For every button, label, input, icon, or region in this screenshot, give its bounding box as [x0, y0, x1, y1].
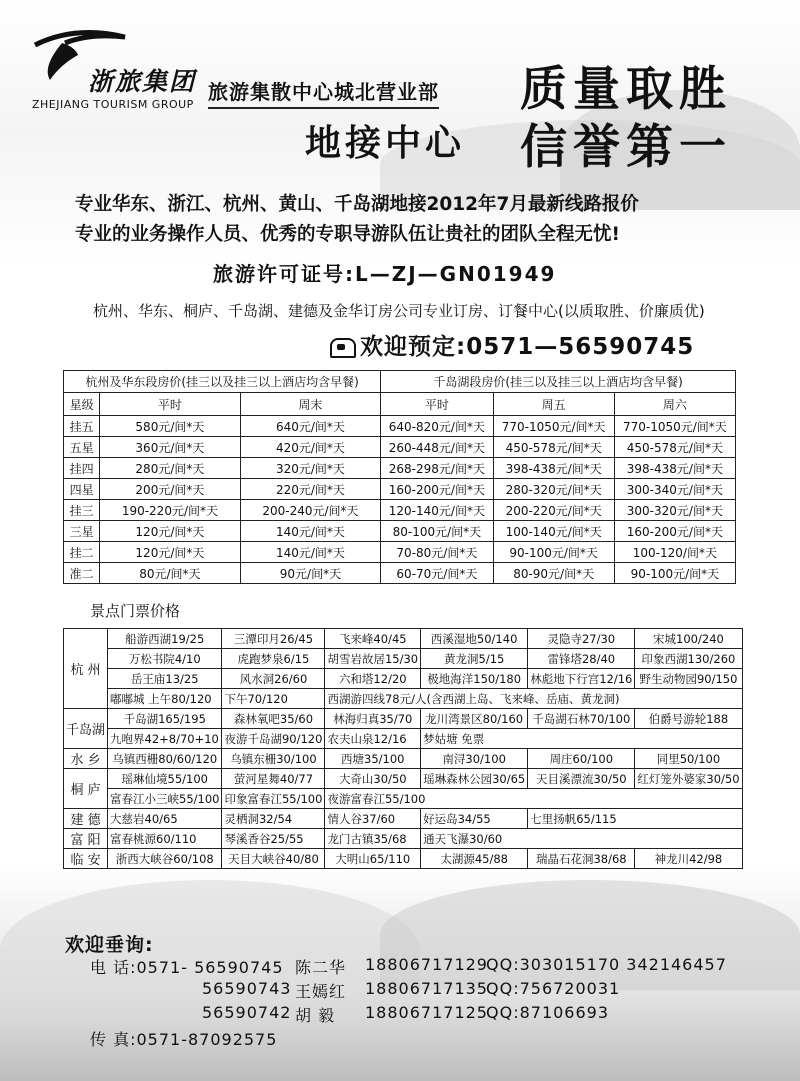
- region-cell: 杭 州: [64, 629, 108, 709]
- fax-label: 传 真:: [90, 1030, 137, 1049]
- price-cell: 140元/间*天: [240, 542, 381, 563]
- price-cell: 450-578元/间*天: [493, 437, 614, 458]
- ticket-cell: 千岛湖石林70/100: [528, 709, 635, 729]
- contact-phone: 0571- 56590745: [136, 958, 284, 977]
- ticket-cell: 野生动物园90/150: [635, 669, 742, 689]
- ticket-cell: 太湖源45/88: [421, 849, 528, 869]
- ticket-cell: 神龙川42/98: [635, 849, 742, 869]
- ticket-cell: 西塘35/100: [325, 749, 421, 769]
- ticket-cell: 大明山65/110: [325, 849, 421, 869]
- contact-qq: QQ:303015170 342146457: [486, 955, 727, 974]
- price-cell: 300-340元/间*天: [614, 479, 735, 500]
- ticket-cell: 风水洞26/60: [222, 669, 325, 689]
- ticket-cell: 三潭印月26/45: [222, 629, 325, 649]
- star-level-cell: 挂二: [64, 542, 100, 563]
- ticket-cell: 虎跑梦泉6/15: [222, 649, 325, 669]
- price-cell: 398-438元/间*天: [493, 458, 614, 479]
- price-cell: 80-100元/间*天: [381, 521, 493, 542]
- ticket-cell: 好运岛34/55: [421, 809, 528, 829]
- star-level-cell: 挂三: [64, 500, 100, 521]
- contact-mobile: 18806717125: [365, 1003, 488, 1022]
- ticket-cell: 船游西湖19/25: [108, 629, 222, 649]
- price-cell: 70-80元/间*天: [381, 542, 493, 563]
- ticket-cell: 灵隐寺27/30: [528, 629, 635, 649]
- price-cell: 200元/间*天: [100, 479, 241, 500]
- region-cell: 水 乡: [64, 749, 108, 769]
- price-cell: 200-220元/间*天: [493, 500, 614, 521]
- license-number: 旅游许可证号:L—ZJ—GN01949: [213, 262, 557, 286]
- ticket-cell: 琴溪香谷25/55: [222, 829, 325, 849]
- table-row: [64, 416, 736, 437]
- table-row: [64, 689, 743, 709]
- intro-line-1: 专业华东、浙江、杭州、黄山、千岛湖地接2012年7月最新线路报价: [75, 194, 639, 215]
- ticket-section-title: 景点门票价格: [90, 602, 181, 620]
- ticket-cell: 森林氧吧35/60: [222, 709, 325, 729]
- price-cell: 420元/间*天: [240, 437, 381, 458]
- price-cell: 90元/间*天: [240, 563, 381, 584]
- price-cell: 320元/间*天: [240, 458, 381, 479]
- ticket-cell: 瑶琳森林公园30/65: [421, 769, 528, 789]
- ticket-cell: 灵栖洞32/54: [222, 809, 325, 829]
- table-row: [64, 629, 743, 649]
- ticket-cell: 胡雪岩故居15/30: [325, 649, 421, 669]
- ticket-cell: 印象富春江55/100: [222, 789, 325, 809]
- contact-mobile: 18806717129: [365, 955, 488, 974]
- price-cell: 450-578元/间*天: [614, 437, 735, 458]
- price-cell: 640-820元/间*天: [381, 416, 493, 437]
- price-cell: 90-100元/间*天: [614, 563, 735, 584]
- price-cell: 300-320元/间*天: [614, 500, 735, 521]
- price-cell: 90-100元/间*天: [493, 542, 614, 563]
- table-row: [64, 563, 736, 584]
- ticket-cell: 瑶琳仙境55/100: [108, 769, 222, 789]
- price-cell: 120元/间*天: [100, 542, 241, 563]
- center-title: 地接中心: [305, 123, 466, 164]
- ticket-cell: 七里扬帆65/115: [528, 809, 742, 829]
- phone-label: 电 话:: [90, 958, 137, 977]
- ticket-cell: 周庄60/100: [528, 749, 635, 769]
- contact-row-1: [90, 955, 727, 978]
- price-cell: 160-200元/间*天: [614, 521, 735, 542]
- price-cell: 60-70元/间*天: [381, 563, 493, 584]
- ticket-cell: 林彪地下行宫12/16: [528, 669, 635, 689]
- table-row: [64, 542, 736, 563]
- price-cell: 770-1050元/间*天: [493, 416, 614, 437]
- ticket-cell: 通天飞瀑30/60: [421, 829, 742, 849]
- ticket-cell: 西湖游四线78元/人(含西湖上岛、飞来峰、岳庙、黄龙洞): [325, 689, 742, 709]
- slogan-line-2: 信誉第一: [520, 120, 732, 175]
- ticket-cell: 万松书院4/10: [108, 649, 222, 669]
- contact-name: 陈二华: [295, 958, 347, 977]
- ticket-cell: 浙西大峡谷60/108: [108, 849, 222, 869]
- column-header: 平时: [381, 393, 493, 416]
- ticket-cell: 富春江小三峡55/100: [108, 789, 222, 809]
- table-row: [64, 437, 736, 458]
- ticket-cell: 黄龙洞5/15: [421, 649, 528, 669]
- ticket-cell: 千岛湖165/195: [108, 709, 222, 729]
- price-cell: 120-140元/间*天: [381, 500, 493, 521]
- group-header-qiandaohu: 千岛湖段房价(挂三以及挂三以上酒店均含早餐): [381, 371, 736, 393]
- ticket-cell: 九咆界42+8/70+10: [108, 729, 222, 749]
- ticket-cell: 雷锋塔28/40: [528, 649, 635, 669]
- booking-hotline: [330, 328, 694, 361]
- ticket-cell: 龙川湾景区80/160: [421, 709, 528, 729]
- table-row: [64, 789, 743, 809]
- ticket-cell: 下午70/120: [222, 689, 325, 709]
- column-header: 平时: [100, 393, 241, 416]
- table-row: [64, 479, 736, 500]
- ticket-cell: 乌镇东栅30/100: [222, 749, 325, 769]
- brand-english: ZHEJIANG TOURISM GROUP: [32, 98, 194, 111]
- contact-mobile: 18806717135: [365, 979, 488, 998]
- region-cell: 千岛湖: [64, 709, 108, 749]
- ticket-cell: 飞来峰40/45: [325, 629, 421, 649]
- price-cell: 80-90元/间*天: [493, 563, 614, 584]
- contact-name: 王嫣红: [295, 982, 347, 1001]
- ticket-cell: 岳王庙13/25: [108, 669, 222, 689]
- price-cell: 120元/间*天: [100, 521, 241, 542]
- ticket-cell: 天目溪漂流30/50: [528, 769, 635, 789]
- price-cell: 200-240元/间*天: [240, 500, 381, 521]
- price-cell: 160-200元/间*天: [381, 479, 493, 500]
- ticket-cell: 大奇山30/50: [325, 769, 421, 789]
- ticket-cell: 伯爵号游轮188: [635, 709, 742, 729]
- telephone-icon: [330, 338, 356, 358]
- ticket-cell: 龙门古镇35/68: [325, 829, 421, 849]
- table-row: [64, 649, 743, 669]
- region-cell: 富 阳: [64, 829, 108, 849]
- service-description: 杭州、华东、桐庐、千岛湖、建德及金华订房公司专业订房、订餐中心(以质取胜、价廉质优): [93, 302, 705, 320]
- column-header: 周六: [614, 393, 735, 416]
- column-header: 周末: [240, 393, 381, 416]
- region-cell: 桐 庐: [64, 769, 108, 809]
- column-header: 周五: [493, 393, 614, 416]
- star-level-cell: 准二: [64, 563, 100, 584]
- price-cell: 100-140元/间*天: [493, 521, 614, 542]
- ticket-cell: 嘟嘟城 上午80/120: [108, 689, 222, 709]
- fax-number: 0571-87092575: [136, 1030, 278, 1049]
- price-cell: 398-438元/间*天: [614, 458, 735, 479]
- price-cell: 280-320元/间*天: [493, 479, 614, 500]
- ticket-cell: 六和塔12/20: [325, 669, 421, 689]
- ticket-cell: 大慈岩40/65: [108, 809, 222, 829]
- ticket-cell: 印象西湖130/260: [635, 649, 742, 669]
- ticket-cell: 极地海洋150/180: [421, 669, 528, 689]
- table-row: [64, 709, 743, 729]
- price-cell: 220元/间*天: [240, 479, 381, 500]
- ticket-cell: 天目大峡谷40/80: [222, 849, 325, 869]
- ticket-cell: 萤河星舞40/77: [222, 769, 325, 789]
- ticket-cell: 西溪湿地50/140: [421, 629, 528, 649]
- ticket-cell: 同里50/100: [635, 749, 742, 769]
- star-level-cell: 三星: [64, 521, 100, 542]
- table-row: [64, 769, 743, 789]
- fax-row: [90, 1027, 277, 1050]
- price-cell: 580元/间*天: [100, 416, 241, 437]
- table-row: [64, 809, 743, 829]
- price-cell: 100-120/间*天: [614, 542, 735, 563]
- booking-text: 欢迎预定:0571—56590745: [360, 334, 695, 360]
- ticket-cell: 梦姑塘 免票: [421, 729, 742, 749]
- ticket-cell: 夜游富春江55/100: [325, 789, 742, 809]
- region-cell: 临 安: [64, 849, 108, 869]
- table-row: [64, 669, 743, 689]
- table-row: [64, 749, 743, 769]
- table-row: [64, 849, 743, 869]
- hotel-price-table: [63, 370, 736, 584]
- table-row: [64, 458, 736, 479]
- brand-name: 浙旅集团: [88, 67, 197, 96]
- ticket-cell: 富春桃源60/110: [108, 829, 222, 849]
- intro-line-2: 专业的业务操作人员、优秀的专职导游队伍让贵社的团队全程无忧!: [75, 224, 620, 245]
- column-header: 星级: [64, 393, 100, 416]
- contact-qq: QQ:87106693: [486, 1003, 610, 1022]
- star-level-cell: 挂四: [64, 458, 100, 479]
- contact-phone: 56590742: [202, 1003, 292, 1022]
- price-cell: 140元/间*天: [240, 521, 381, 542]
- background-mountain: [0, 880, 420, 1020]
- table-row: [64, 500, 736, 521]
- ticket-cell: 乌镇西栅80/60/120: [108, 749, 222, 769]
- ticket-cell: 南浔30/100: [421, 749, 528, 769]
- ticket-cell: 红灯笼外婆家30/50: [635, 769, 742, 789]
- price-cell: 640元/间*天: [240, 416, 381, 437]
- table-row: [64, 829, 743, 849]
- ticket-cell: 夜游千岛湖90/120: [222, 729, 325, 749]
- price-cell: 280元/间*天: [100, 458, 241, 479]
- price-cell: 260-448元/间*天: [381, 437, 493, 458]
- contact-title: 欢迎垂询:: [65, 934, 154, 956]
- price-cell: 190-220元/间*天: [100, 500, 241, 521]
- contact-qq: QQ:756720031: [486, 979, 621, 998]
- price-cell: 770-1050元/间*天: [614, 416, 735, 437]
- ticket-cell: 情人谷37/60: [325, 809, 421, 829]
- star-level-cell: 挂五: [64, 416, 100, 437]
- region-cell: 建 德: [64, 809, 108, 829]
- star-level-cell: 五星: [64, 437, 100, 458]
- price-cell: 360元/间*天: [100, 437, 241, 458]
- contact-name: 胡 毅: [295, 1006, 336, 1025]
- star-level-cell: 四星: [64, 479, 100, 500]
- table-row: [64, 521, 736, 542]
- slogan-line-1: 质量取胜: [520, 62, 732, 117]
- ticket-cell: 林海归真35/70: [325, 709, 421, 729]
- department-title: 旅游集散中心城北营业部: [208, 76, 439, 109]
- price-cell: 268-298元/间*天: [381, 458, 493, 479]
- price-cell: 80元/间*天: [100, 563, 241, 584]
- ticket-price-table: [63, 628, 743, 869]
- table-row: [64, 729, 743, 749]
- ticket-cell: 农夫山泉12/16: [325, 729, 421, 749]
- ticket-cell: 宋城100/240: [635, 629, 742, 649]
- ticket-cell: 瑞晶石花洞38/68: [528, 849, 635, 869]
- group-header-hangzhou: 杭州及华东段房价(挂三以及挂三以上酒店均含早餐): [64, 371, 381, 393]
- contact-phone: 56590743: [202, 979, 292, 998]
